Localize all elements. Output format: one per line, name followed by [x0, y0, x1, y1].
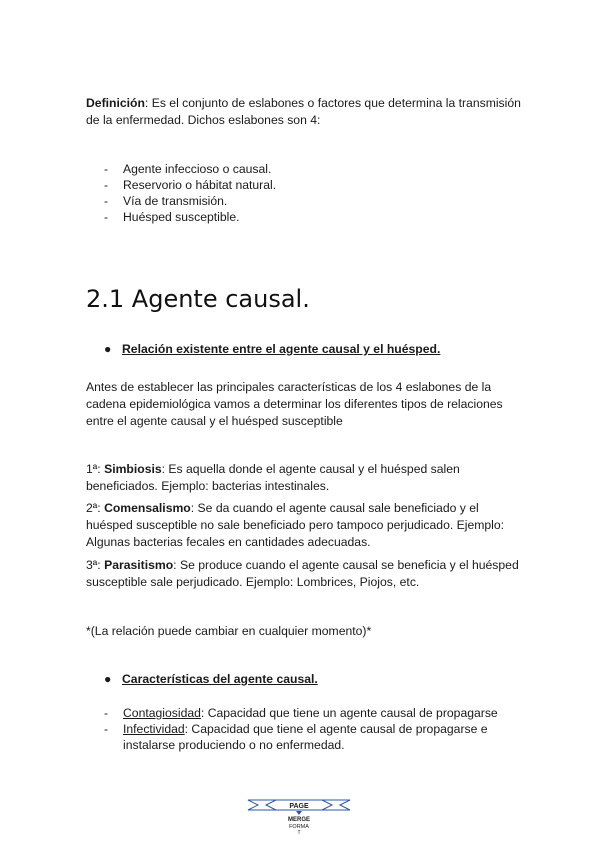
subheading-text: Relación existente entre el agente causal y el huésped. [122, 342, 441, 356]
bullet-icon: ● [104, 342, 112, 356]
definition-term: Definición [86, 96, 145, 110]
relation-text: : Se da cuando el agente causal sale beneficiado y el huésped susceptible no sale beneficiado pero tampoco perjudicado. Ejemplo: Algunas bacterias fecales en cantidades adecuadas. [86, 501, 505, 549]
list-item [104, 177, 524, 193]
characteristics-list [104, 705, 524, 753]
list-item-text: Reservorio o hábitat natural. [123, 178, 277, 192]
note-text: *(La relación puede cambiar en cualquier momento)* [86, 624, 372, 638]
relation-number: 1ª: [86, 462, 105, 476]
list-item [104, 209, 524, 225]
pagemerge-logo [246, 797, 352, 835]
logo-line2: MERGE [287, 817, 311, 823]
relation-term: Simbiosis [104, 462, 162, 476]
section-title: 2.1 Agente causal. [86, 285, 310, 313]
logo-line4: T [297, 830, 301, 835]
list-item [104, 193, 524, 209]
characteristic-term: Infectividad [123, 722, 185, 736]
dash-marker: - [104, 722, 109, 736]
chain-links-list [104, 161, 524, 225]
relation-number: 3ª: [86, 558, 105, 572]
characteristic-text: : Capacidad que tiene el agente causal de propagarse e instalarse produciendo o no enfermedad. [123, 722, 488, 752]
subheading-text: Características del agente causal. [122, 672, 318, 686]
relation-comensalismo [86, 500, 526, 551]
definition-text: : Es el conjunto de eslabones o factores que determina la transmisión de la enfermedad. Dichos eslabones son 4: [86, 96, 521, 127]
list-item [104, 705, 524, 721]
subheading-relation [104, 341, 440, 358]
relation-text: : Se produce cuando el agente causal se beneficia y el huésped susceptible sale perjudicado. Ejemplo: Lombrices, Piojos, etc. [86, 558, 519, 589]
characteristic-text: : Capacidad que tiene un agente causal de propagarse [200, 706, 498, 720]
relation-parasitismo [86, 557, 526, 591]
characteristic-term: Contagiosidad [123, 706, 201, 720]
subheading-characteristics [104, 671, 318, 688]
logo-line3: FORMA [289, 824, 309, 830]
relation-number: 2ª: [86, 501, 105, 515]
list-item-text: Agente infeccioso o causal. [123, 162, 272, 176]
relation-text: : Es aquella donde el agente causal y el huésped salen beneficiados. Ejemplo: bacterias intestinales. [86, 462, 460, 493]
bullet-icon: ● [104, 672, 112, 686]
logo-line1: PAGE [289, 803, 309, 810]
list-item [104, 161, 524, 177]
relation-simbiosis [86, 461, 526, 495]
dash-marker: - [104, 162, 109, 176]
list-item-text: Vía de transmisión. [123, 194, 228, 208]
dash-marker: - [104, 210, 109, 224]
list-item-text: Huésped susceptible. [123, 210, 240, 224]
dash-marker: - [104, 194, 109, 208]
relation-term: Parasitismo [104, 558, 174, 572]
definition-paragraph [86, 95, 526, 129]
relation-term: Comensalismo [104, 501, 191, 515]
intro-paragraph: Antes de establecer las principales características de los 4 eslabones de la cadena epidemiológica vamos a determinar los diferentes tipos de relaciones entre el agente causal y el huésped susceptible [86, 380, 503, 428]
list-item [104, 721, 524, 753]
dash-marker: - [104, 178, 109, 192]
dash-marker: - [104, 706, 109, 720]
